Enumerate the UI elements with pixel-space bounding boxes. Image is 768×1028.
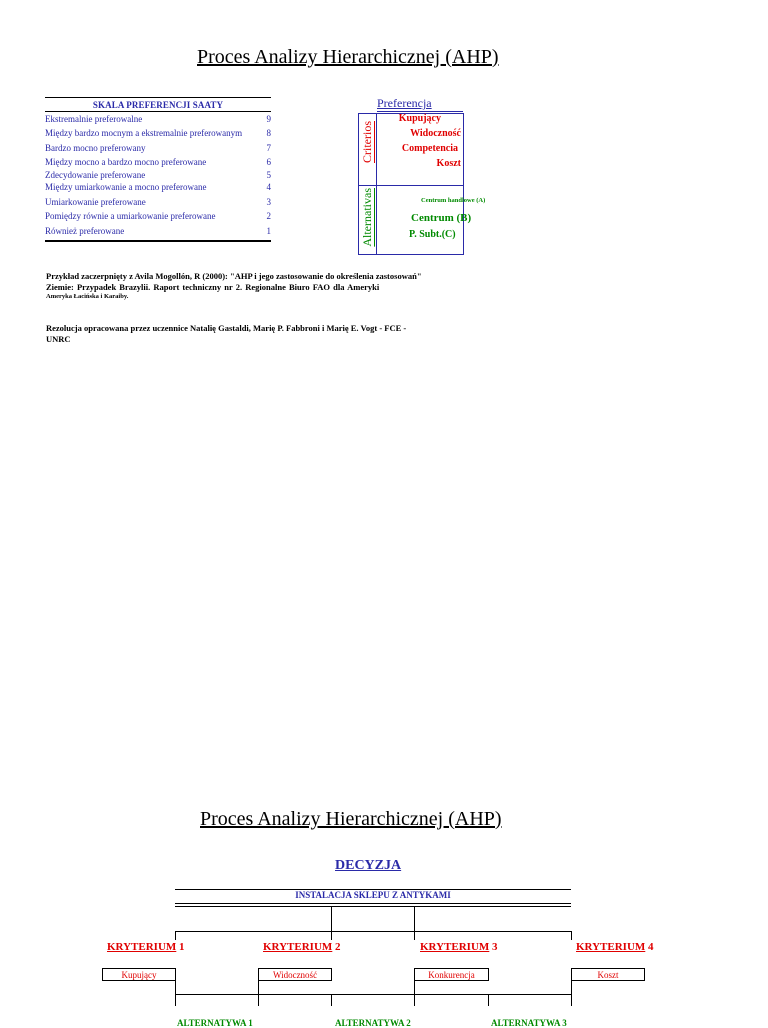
connector xyxy=(414,931,415,940)
page-title: Proces Analizy Hierarchicznej (AHP) xyxy=(197,46,499,68)
table-row xyxy=(45,126,271,140)
alternative-item: P. Subt.(C) xyxy=(409,229,456,240)
connector xyxy=(258,981,259,994)
row-label: Pomiędzy równie a umiarkowanie preferowane xyxy=(45,211,216,222)
connector xyxy=(414,981,415,994)
table-row xyxy=(45,169,271,181)
row-value: 6 xyxy=(266,156,271,167)
credit-line: UNRC xyxy=(46,334,71,344)
alternative-item: Centrum (B) xyxy=(411,212,472,224)
table-row xyxy=(45,141,271,155)
criterion-number: 1 xyxy=(176,941,185,953)
preference-label: Preferencja xyxy=(377,96,432,110)
criterion-box: Konkurencja xyxy=(414,968,489,981)
connector xyxy=(331,906,332,932)
connector xyxy=(331,931,332,940)
goal-bottom-rule xyxy=(175,903,571,904)
row-value: 8 xyxy=(266,128,271,139)
criterion-heading xyxy=(576,941,654,953)
criterion-number: 2 xyxy=(332,941,341,953)
alternative-label: ALTERNATYWA 3 xyxy=(491,1018,567,1028)
credit-line: Rezolucja opracowana przez uczennice Natalię Gastaldi, Marię P. Fabbroni i Marię E. Vogt - FCE - xyxy=(46,323,407,333)
table-row xyxy=(45,195,271,209)
row-label: Między bardzo mocnym a ekstremalnie preferowanym xyxy=(45,128,243,139)
saaty-scale-table xyxy=(45,97,271,242)
row-value: 5 xyxy=(266,170,271,181)
row-label: Umiarkowanie preferowane xyxy=(45,197,146,208)
preference-underline xyxy=(377,111,463,112)
criterion-item: Koszt xyxy=(436,158,461,169)
criterion-word: KRYTERIUM xyxy=(576,941,646,953)
criterion-item: Competencia xyxy=(401,143,458,154)
row-label: Zdecydowanie preferowane xyxy=(45,170,146,181)
criterion-heading xyxy=(263,941,341,953)
connector xyxy=(571,931,572,940)
source-line: Przykład zaczerpnięty z Avila Mogollón, R (2000): "AHP i jego zastosowanie do określenia zastosowań" xyxy=(46,271,422,281)
criteria-section-label: Criterios xyxy=(360,121,374,163)
connector xyxy=(175,931,176,940)
preference-divider-horizontal xyxy=(358,185,464,186)
table-row xyxy=(45,181,271,193)
row-value: 2 xyxy=(266,211,271,222)
source-line: Ameryka Łacińska i Karaiby. xyxy=(46,293,129,300)
row-label: Ekstremalnie preferowalne xyxy=(45,114,143,124)
criterion-heading xyxy=(107,941,185,953)
row-value: 4 xyxy=(266,182,271,193)
table-row xyxy=(45,112,271,126)
criterion-word: KRYTERIUM xyxy=(420,941,490,953)
page-title: Proces Analizy Hierarchicznej (AHP) xyxy=(200,808,502,830)
criterion-item: Kupujący xyxy=(398,113,441,124)
criterion-heading xyxy=(420,941,498,953)
row-value: 9 xyxy=(266,114,271,124)
table-bottom-rule xyxy=(45,240,271,242)
table-row xyxy=(45,224,271,238)
goal-label: INSTALACJA SKLEPU Z ANTYKAMI xyxy=(295,890,451,900)
row-value: 1 xyxy=(266,225,271,236)
alternative-label: ALTERNATYWA 2 xyxy=(335,1018,411,1028)
connector xyxy=(331,994,332,1006)
connector xyxy=(175,981,176,994)
connector xyxy=(414,994,415,1006)
connector xyxy=(175,931,571,932)
criterion-box: Widoczność xyxy=(258,968,332,981)
preference-divider-vertical xyxy=(376,113,377,255)
connector xyxy=(571,994,572,1006)
connector xyxy=(488,994,489,1006)
connector xyxy=(175,994,176,1006)
connector xyxy=(414,906,415,932)
row-label: Między mocno a bardzo mocno preferowane xyxy=(45,156,207,167)
table-row xyxy=(45,155,271,169)
criterion-item: Widoczność xyxy=(410,128,461,139)
goal-bottom-rule xyxy=(175,906,571,907)
row-label: Między umiarkowanie a mocno preferowane xyxy=(45,182,207,193)
row-label: Również preferowane xyxy=(45,225,125,236)
connector xyxy=(571,981,572,994)
criterion-word: KRYTERIUM xyxy=(107,941,177,953)
criterion-box: Kupujący xyxy=(102,968,176,981)
decision-label: DECYZJA xyxy=(335,858,402,873)
criterion-number: 3 xyxy=(489,941,498,953)
alternatives-section-label: Alternativas xyxy=(360,188,374,247)
source-line: Ziemie: Przypadek Brazylii. Raport techniczny nr 2. Regionalne Biuro FAO dla Ameryki xyxy=(46,282,380,292)
alternative-label: ALTERNATYWA 1 xyxy=(177,1018,253,1028)
criterion-number: 4 xyxy=(645,941,654,953)
row-value: 3 xyxy=(266,197,271,208)
connector xyxy=(175,994,571,995)
table-row xyxy=(45,209,271,223)
row-value: 7 xyxy=(266,142,271,153)
criterion-word: KRYTERIUM xyxy=(263,941,333,953)
row-label: Bardzo mocno preferowany xyxy=(45,142,146,153)
table-header: SKALA PREFERENCJI SAATY xyxy=(45,98,271,112)
connector xyxy=(258,994,259,1006)
criterion-box: Koszt xyxy=(571,968,645,981)
alternative-item: Centrum handlowe (A) xyxy=(421,197,486,204)
